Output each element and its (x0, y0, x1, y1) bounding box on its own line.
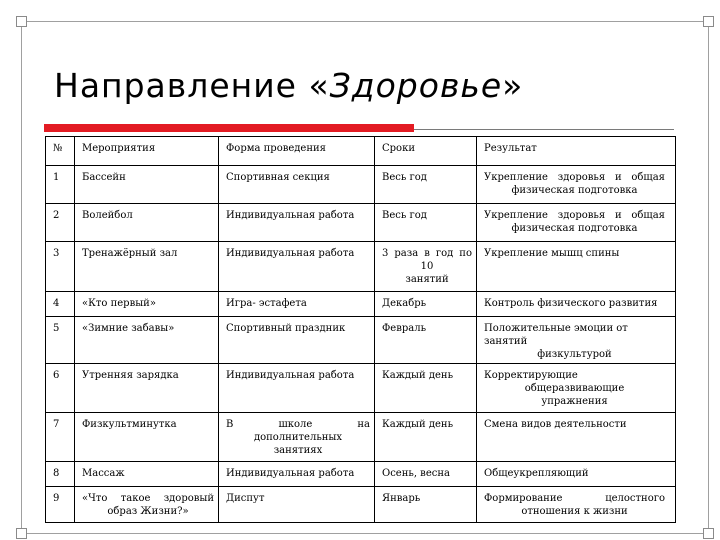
row-event: «Зимние забавы» (75, 317, 219, 364)
form-line: дополнительных (253, 432, 343, 443)
slide-title (54, 66, 523, 105)
row-timing (375, 242, 477, 292)
header-timing: Сроки (375, 137, 477, 166)
row-result (477, 166, 676, 204)
row-event: Утренняя зарядка (75, 364, 219, 413)
row-num: 1 (46, 166, 75, 204)
table-header-row (46, 137, 676, 166)
row-event: Бассейн (75, 166, 219, 204)
row-result: Контроль физического развития (477, 292, 676, 317)
frame-top-line (27, 21, 703, 22)
title-accent-bar (44, 124, 414, 132)
row-form: Спортивный праздник (219, 317, 375, 364)
timing-line: 3 раза в год по (382, 248, 472, 259)
row-form: Спортивная секция (219, 166, 375, 204)
table-row (46, 462, 676, 487)
row-timing: Каждый день (375, 413, 477, 462)
row-num: 3 (46, 242, 75, 292)
frame-corner-square (16, 16, 27, 27)
result-line: общеразвивающие (524, 383, 625, 394)
frame-corner-square (703, 16, 714, 27)
title-rule-line (414, 129, 674, 130)
result-line: физическая подготовка (511, 185, 638, 196)
row-timing: Осень, весна (375, 462, 477, 487)
row-event: Массаж (75, 462, 219, 487)
table-row (46, 364, 676, 413)
row-event: Волейбол (75, 204, 219, 242)
result-line: упражнения (541, 396, 608, 407)
table-row (46, 317, 676, 364)
frame-bottom-line (27, 533, 703, 534)
row-form (219, 413, 375, 462)
result-line: Корректирующие (484, 370, 578, 381)
row-num: 2 (46, 204, 75, 242)
events-table (45, 136, 676, 523)
row-form: Индивидуальная работа (219, 242, 375, 292)
row-event: «Кто первый» (75, 292, 219, 317)
result-line: Формирование целостного (484, 493, 665, 504)
table-row (46, 292, 676, 317)
header-result: Результат (477, 137, 676, 166)
title-prefix: Направление « (54, 66, 330, 105)
row-timing: Январь (375, 487, 477, 523)
timing-line: занятий (405, 274, 449, 285)
row-form: Индивидуальная работа (219, 364, 375, 413)
result-line: Укрепление здоровья и общая (484, 210, 665, 221)
row-result (477, 204, 676, 242)
table-row (46, 487, 676, 523)
row-num: 5 (46, 317, 75, 364)
form-line: занятиях (273, 445, 323, 456)
table-row (46, 166, 676, 204)
row-result: Общеукрепляющий (477, 462, 676, 487)
row-timing: Каждый день (375, 364, 477, 413)
result-line: физическая подготовка (511, 223, 638, 234)
table-row (46, 413, 676, 462)
result-line: физкультурой (537, 349, 612, 360)
row-form: Индивидуальная работа (219, 462, 375, 487)
frame-corner-square (16, 528, 27, 539)
result-line: Укрепление здоровья и общая (484, 172, 665, 183)
header-event: Мероприятия (75, 137, 219, 166)
row-event (75, 487, 219, 523)
row-timing: Весь год (375, 204, 477, 242)
frame-right-line (708, 27, 709, 528)
event-line: «Что такое здоровый (82, 493, 214, 504)
row-event: Тренажёрный зал (75, 242, 219, 292)
row-result (477, 487, 676, 523)
row-result: Укрепление мышц спины (477, 242, 676, 292)
form-line: В школе на (226, 419, 370, 430)
event-line: образ Жизни?» (107, 506, 189, 517)
row-event: Физкультминутка (75, 413, 219, 462)
row-timing: Весь год (375, 166, 477, 204)
row-form: Игра- эстафета (219, 292, 375, 317)
frame-corner-square (703, 528, 714, 539)
row-num: 7 (46, 413, 75, 462)
timing-line: 10 (420, 261, 434, 272)
row-result (477, 317, 676, 364)
frame-left-line (21, 27, 22, 528)
table-row (46, 242, 676, 292)
row-result (477, 364, 676, 413)
row-num: 4 (46, 292, 75, 317)
row-result: Смена видов деятельности (477, 413, 676, 462)
row-num: 6 (46, 364, 75, 413)
header-num: № (46, 137, 75, 166)
row-timing: Февраль (375, 317, 477, 364)
row-form: Индивидуальная работа (219, 204, 375, 242)
row-num: 8 (46, 462, 75, 487)
result-line: отношения к жизни (521, 506, 628, 517)
table-row (46, 204, 676, 242)
row-timing: Декабрь (375, 292, 477, 317)
title-emphasis: Здоровье (329, 66, 503, 105)
row-form: Диспут (219, 487, 375, 523)
header-form: Форма проведения (219, 137, 375, 166)
title-suffix: » (502, 66, 524, 105)
row-num: 9 (46, 487, 75, 523)
result-line: Положительные эмоции от занятий (484, 323, 628, 347)
